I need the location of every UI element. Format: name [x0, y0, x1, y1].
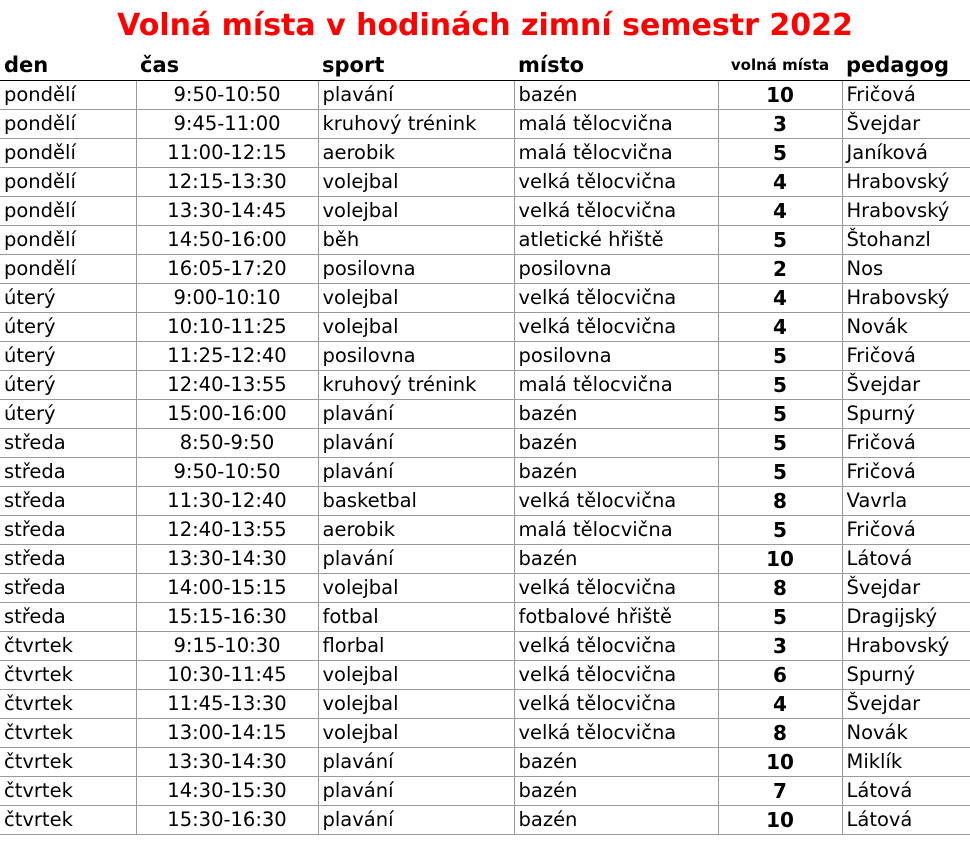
- cell-den: pondělí: [0, 138, 136, 167]
- cell-pedagog: Švejdar: [842, 573, 970, 602]
- cell-sport: kruhový trénink: [318, 370, 514, 399]
- cell-volna-mista: 5: [718, 515, 842, 544]
- cell-misto: velká tělocvična: [514, 167, 718, 196]
- cell-cas: 8:50-9:50: [136, 428, 318, 457]
- cell-sport: volejbal: [318, 312, 514, 341]
- cell-pedagog: Švejdar: [842, 370, 970, 399]
- cell-sport: plavání: [318, 747, 514, 776]
- cell-sport: plavání: [318, 805, 514, 834]
- cell-pedagog: Vavrla: [842, 486, 970, 515]
- table-row: [0, 515, 970, 544]
- cell-cas: 15:15-16:30: [136, 602, 318, 631]
- table-row: [0, 196, 970, 225]
- cell-volna-mista: 3: [718, 109, 842, 138]
- table-row: [0, 428, 970, 457]
- cell-pedagog: Hrabovský: [842, 167, 970, 196]
- table-row: [0, 80, 970, 109]
- cell-volna-mista: 5: [718, 225, 842, 254]
- cell-misto: posilovna: [514, 254, 718, 283]
- cell-cas: 12:40-13:55: [136, 370, 318, 399]
- cell-sport: plavání: [318, 544, 514, 573]
- cell-volna-mista: 10: [718, 544, 842, 573]
- cell-misto: velká tělocvična: [514, 660, 718, 689]
- cell-volna-mista: 8: [718, 718, 842, 747]
- cell-pedagog: Spurný: [842, 660, 970, 689]
- table-row: [0, 254, 970, 283]
- cell-sport: plavání: [318, 776, 514, 805]
- cell-cas: 13:30-14:30: [136, 544, 318, 573]
- cell-volna-mista: 5: [718, 399, 842, 428]
- page-title: Volná místa v hodinách zimní semestr 2022: [117, 8, 853, 43]
- cell-sport: volejbal: [318, 283, 514, 312]
- cell-misto: bazén: [514, 80, 718, 109]
- cell-den: čtvrtek: [0, 747, 136, 776]
- cell-sport: basketbal: [318, 486, 514, 515]
- cell-cas: 13:00-14:15: [136, 718, 318, 747]
- cell-den: pondělí: [0, 167, 136, 196]
- cell-volna-mista: 8: [718, 486, 842, 515]
- cell-den: pondělí: [0, 80, 136, 109]
- cell-cas: 11:45-13:30: [136, 689, 318, 718]
- table-row: [0, 602, 970, 631]
- cell-sport: aerobik: [318, 138, 514, 167]
- cell-cas: 12:15-13:30: [136, 167, 318, 196]
- cell-volna-mista: 5: [718, 602, 842, 631]
- cell-pedagog: Hrabovský: [842, 283, 970, 312]
- cell-den: úterý: [0, 341, 136, 370]
- cell-den: pondělí: [0, 225, 136, 254]
- cell-den: čtvrtek: [0, 805, 136, 834]
- table-row: [0, 660, 970, 689]
- cell-den: pondělí: [0, 196, 136, 225]
- cell-den: čtvrtek: [0, 718, 136, 747]
- cell-den: středa: [0, 602, 136, 631]
- cell-cas: 14:50-16:00: [136, 225, 318, 254]
- cell-sport: volejbal: [318, 573, 514, 602]
- cell-pedagog: Látová: [842, 805, 970, 834]
- cell-den: úterý: [0, 370, 136, 399]
- cell-pedagog: Štohanzl: [842, 225, 970, 254]
- cell-misto: bazén: [514, 747, 718, 776]
- table-row: [0, 718, 970, 747]
- cell-misto: posilovna: [514, 341, 718, 370]
- column-header-cas: čas: [136, 50, 318, 80]
- cell-misto: bazén: [514, 399, 718, 428]
- cell-misto: velká tělocvična: [514, 718, 718, 747]
- cell-sport: posilovna: [318, 254, 514, 283]
- cell-misto: fotbalové hřiště: [514, 602, 718, 631]
- cell-sport: plavání: [318, 457, 514, 486]
- cell-pedagog: Látová: [842, 776, 970, 805]
- cell-volna-mista: 5: [718, 341, 842, 370]
- cell-pedagog: Fričová: [842, 80, 970, 109]
- cell-pedagog: Fričová: [842, 428, 970, 457]
- cell-misto: bazén: [514, 776, 718, 805]
- cell-cas: 10:10-11:25: [136, 312, 318, 341]
- cell-volna-mista: 5: [718, 138, 842, 167]
- cell-misto: malá tělocvična: [514, 515, 718, 544]
- cell-pedagog: Nos: [842, 254, 970, 283]
- cell-misto: velká tělocvična: [514, 573, 718, 602]
- cell-cas: 9:45-11:00: [136, 109, 318, 138]
- cell-volna-mista: 5: [718, 457, 842, 486]
- cell-volna-mista: 10: [718, 805, 842, 834]
- cell-volna-mista: 5: [718, 370, 842, 399]
- cell-pedagog: Novák: [842, 718, 970, 747]
- cell-cas: 11:00-12:15: [136, 138, 318, 167]
- cell-volna-mista: 5: [718, 428, 842, 457]
- cell-sport: volejbal: [318, 718, 514, 747]
- cell-pedagog: Janíková: [842, 138, 970, 167]
- cell-misto: atletické hřiště: [514, 225, 718, 254]
- cell-den: úterý: [0, 399, 136, 428]
- cell-volna-mista: 2: [718, 254, 842, 283]
- cell-misto: bazén: [514, 457, 718, 486]
- table-row: [0, 109, 970, 138]
- schedule-table: [0, 50, 970, 835]
- cell-cas: 10:30-11:45: [136, 660, 318, 689]
- cell-volna-mista: 6: [718, 660, 842, 689]
- header-row: [0, 50, 970, 80]
- cell-cas: 9:15-10:30: [136, 631, 318, 660]
- cell-pedagog: Fričová: [842, 457, 970, 486]
- cell-den: středa: [0, 486, 136, 515]
- table-row: [0, 370, 970, 399]
- table-row: [0, 776, 970, 805]
- column-header-sport: sport: [318, 50, 514, 80]
- table-row: [0, 283, 970, 312]
- cell-den: středa: [0, 544, 136, 573]
- cell-pedagog: Dragijský: [842, 602, 970, 631]
- table-row: [0, 805, 970, 834]
- cell-cas: 15:00-16:00: [136, 399, 318, 428]
- cell-sport: aerobik: [318, 515, 514, 544]
- cell-pedagog: Fričová: [842, 341, 970, 370]
- cell-den: pondělí: [0, 109, 136, 138]
- cell-volna-mista: 8: [718, 573, 842, 602]
- cell-misto: bazén: [514, 428, 718, 457]
- table-row: [0, 167, 970, 196]
- cell-sport: plavání: [318, 428, 514, 457]
- table-row: [0, 631, 970, 660]
- cell-sport: běh: [318, 225, 514, 254]
- cell-misto: malá tělocvična: [514, 138, 718, 167]
- cell-sport: kruhový trénink: [318, 109, 514, 138]
- cell-misto: velká tělocvična: [514, 196, 718, 225]
- cell-den: středa: [0, 428, 136, 457]
- cell-den: středa: [0, 457, 136, 486]
- cell-pedagog: Hrabovský: [842, 631, 970, 660]
- table-row: [0, 312, 970, 341]
- cell-misto: velká tělocvična: [514, 283, 718, 312]
- cell-cas: 14:30-15:30: [136, 776, 318, 805]
- cell-sport: volejbal: [318, 689, 514, 718]
- cell-sport: volejbal: [318, 660, 514, 689]
- table-row: [0, 747, 970, 776]
- cell-misto: malá tělocvična: [514, 370, 718, 399]
- table-row: [0, 138, 970, 167]
- cell-sport: plavání: [318, 80, 514, 109]
- cell-sport: plavání: [318, 399, 514, 428]
- cell-cas: 13:30-14:30: [136, 747, 318, 776]
- table-row: [0, 689, 970, 718]
- cell-sport: volejbal: [318, 196, 514, 225]
- cell-cas: 9:00-10:10: [136, 283, 318, 312]
- cell-volna-mista: 4: [718, 312, 842, 341]
- cell-cas: 13:30-14:45: [136, 196, 318, 225]
- cell-sport: fotbal: [318, 602, 514, 631]
- cell-misto: malá tělocvična: [514, 109, 718, 138]
- cell-pedagog: Hrabovský: [842, 196, 970, 225]
- cell-pedagog: Novák: [842, 312, 970, 341]
- table-row: [0, 573, 970, 602]
- cell-pedagog: Švejdar: [842, 689, 970, 718]
- cell-den: pondělí: [0, 254, 136, 283]
- cell-cas: 15:30-16:30: [136, 805, 318, 834]
- column-header-misto: místo: [514, 50, 718, 80]
- table-row: [0, 457, 970, 486]
- cell-den: čtvrtek: [0, 776, 136, 805]
- table-row: [0, 341, 970, 370]
- cell-sport: posilovna: [318, 341, 514, 370]
- cell-sport: volejbal: [318, 167, 514, 196]
- cell-pedagog: Švejdar: [842, 109, 970, 138]
- cell-cas: 14:00-15:15: [136, 573, 318, 602]
- cell-den: středa: [0, 515, 136, 544]
- cell-volna-mista: 4: [718, 196, 842, 225]
- cell-sport: florbal: [318, 631, 514, 660]
- cell-pedagog: Spurný: [842, 399, 970, 428]
- cell-cas: 16:05-17:20: [136, 254, 318, 283]
- cell-volna-mista: 3: [718, 631, 842, 660]
- cell-volna-mista: 7: [718, 776, 842, 805]
- cell-cas: 12:40-13:55: [136, 515, 318, 544]
- column-header-den: den: [0, 50, 136, 80]
- cell-den: středa: [0, 573, 136, 602]
- cell-volna-mista: 4: [718, 167, 842, 196]
- table-row: [0, 399, 970, 428]
- cell-den: čtvrtek: [0, 660, 136, 689]
- cell-cas: 9:50-10:50: [136, 80, 318, 109]
- cell-volna-mista: 4: [718, 689, 842, 718]
- cell-misto: velká tělocvična: [514, 631, 718, 660]
- table-row: [0, 225, 970, 254]
- cell-den: čtvrtek: [0, 631, 136, 660]
- cell-cas: 11:30-12:40: [136, 486, 318, 515]
- cell-misto: bazén: [514, 544, 718, 573]
- cell-volna-mista: 10: [718, 80, 842, 109]
- cell-misto: bazén: [514, 805, 718, 834]
- cell-den: čtvrtek: [0, 689, 136, 718]
- cell-volna-mista: 10: [718, 747, 842, 776]
- cell-cas: 9:50-10:50: [136, 457, 318, 486]
- cell-pedagog: Fričová: [842, 515, 970, 544]
- table-row: [0, 544, 970, 573]
- cell-den: úterý: [0, 283, 136, 312]
- cell-pedagog: Látová: [842, 544, 970, 573]
- table-row: [0, 486, 970, 515]
- cell-misto: velká tělocvična: [514, 312, 718, 341]
- cell-misto: velká tělocvična: [514, 486, 718, 515]
- cell-den: úterý: [0, 312, 136, 341]
- column-header-volna-mista: volná místa: [718, 50, 842, 80]
- cell-cas: 11:25-12:40: [136, 341, 318, 370]
- cell-pedagog: Miklík: [842, 747, 970, 776]
- column-header-pedagog: pedagog: [842, 50, 970, 80]
- cell-misto: velká tělocvična: [514, 689, 718, 718]
- cell-volna-mista: 4: [718, 283, 842, 312]
